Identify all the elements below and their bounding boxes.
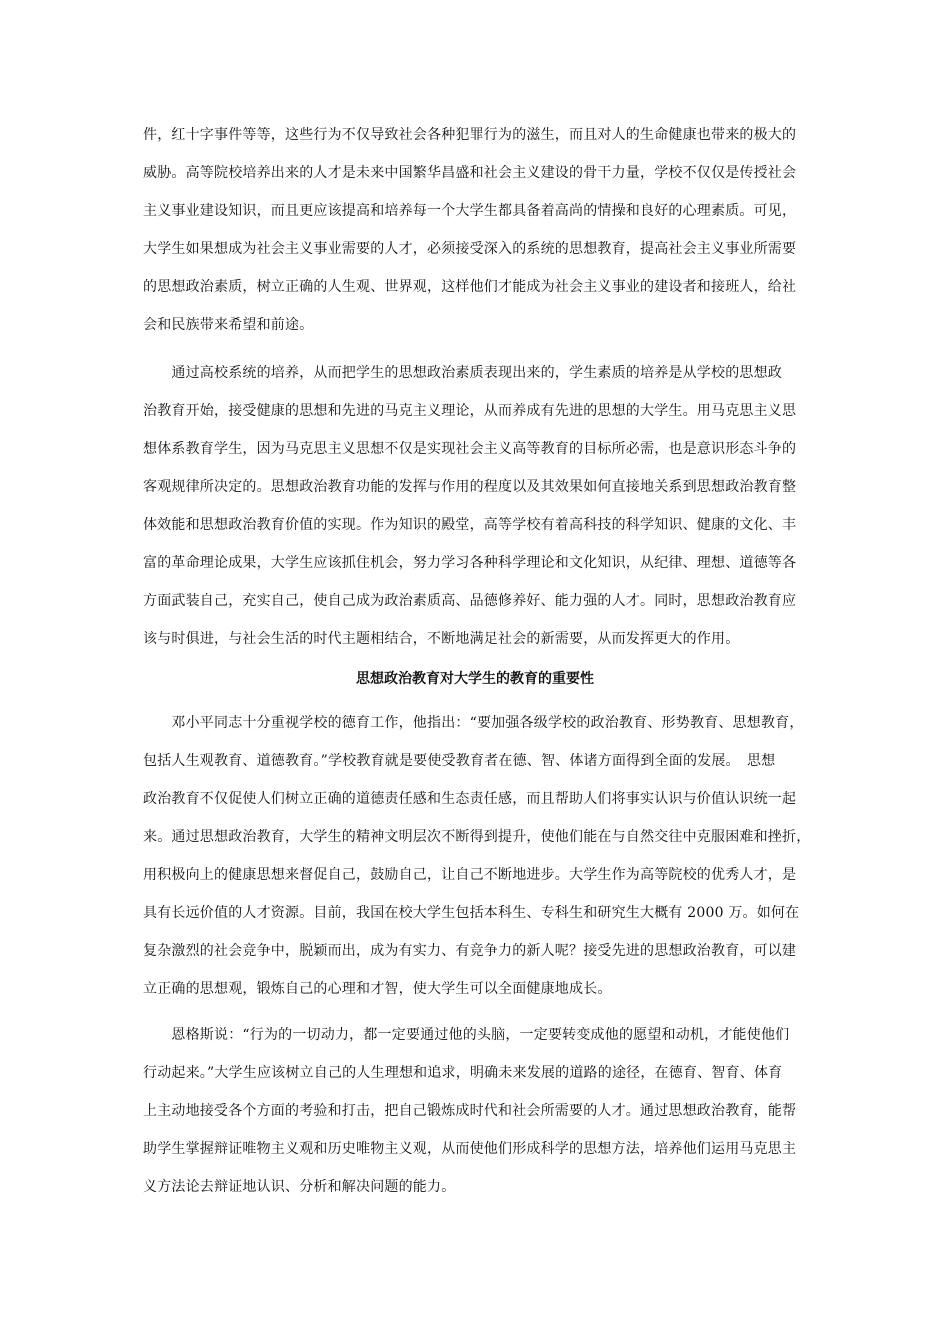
paragraph-line: 富的革命理论成果，大学生应该抓住机会，努力学习各种科学理论和文化知识，从纪律、理想、道德等各 [143,555,797,571]
paragraph-line: 复杂激烈的社会竞争中，脱颖而出，成为有实力、有竞争力的新人呢？接受先进的思想政治教育，可以建 [143,943,797,959]
paragraph-line: 客观规律所决定的。思想政治教育功能的发挥与作用的程度以及其效果如何直接地关系到思想政治教育整 [143,479,797,495]
paragraph-line: 政治教育不仅促使人们树立正确的道德责任感和生态责任感，而且帮助人们将事实认识与价值认识统一起 [143,791,797,807]
paragraph-line: 助学生掌握辩证唯物主义观和历史唯物主义观，从而使他们形成科学的思想方法，培养他们运用马克思主 [143,1141,797,1157]
paragraph-line: 威胁。高等院校培养出来的人才是未来中国繁华昌盛和社会主义建设的骨干力量，学校不仅仅是传授社会 [143,165,797,181]
paragraph-line: 上主动地接受各个方面的考验和打击，把自己锻炼成时代和社会所需要的人才。通过思想政治教育，能帮 [143,1103,797,1119]
paragraph-line: 方面武装自己，充实自己，使自己成为政治素质高、品德修养好、能力强的人才。同时，思想政治教育应 [143,593,797,609]
paragraph-line: 具有长远价值的人才资源。目前，我国在校大学生包括本科生、专科生和研究生大概有 2000 万。如何在 [143,905,800,921]
paragraph-line: 行动起来。”大学生应该树立自己的人生理想和追求，明确未来发展的道路的途径，在德育、智育、体育 [143,1065,783,1081]
section-heading: 思想政治教育对大学生的教育的重要性 [356,671,594,687]
paragraph-line: 义方法论去辩证地认识、分析和解决问题的能力。 [143,1179,456,1195]
paragraph-line: 体效能和思想政治教育价值的实现。作为知识的殿堂，高等学校有着高科技的科学知识、健康的文化、丰 [143,517,797,533]
paragraph-line: 用积极向上的健康思想来督促自己，鼓励自己，让自己不断地进步。大学生作为高等院校的优秀人才，是 [143,867,797,883]
paragraph-line: 邓小平同志十分重视学校的德育工作，他指出：“要加强各级学校的政治教育、形势教育、思想教育， [143,715,804,731]
paragraph-line: 的思想政治素质，树立正确的人生观、世界观，这样他们才能成为社会主义事业的建设者和接班人，给社 [143,279,797,295]
paragraph-line: 治教育开始，接受健康的思想和先进的马克主义理论，从而养成有先进的思想的大学生。用马克思主义思 [143,403,797,419]
paragraph-line: 该与时俱进，与社会生活的时代主题相结合，不断地满足社会的新需要，从而发挥更大的作用。 [143,631,740,647]
paragraph-line: 想体系教育学生，因为马克思主义思想不仅是实现社会主义高等教育的目标所必需，也是意识形态斗争的 [143,441,797,457]
paragraph-line: 会和民族带来希望和前途。 [143,317,314,333]
paragraph-line: 来。通过思想政治教育，大学生的精神文明层次不断得到提升，使他们能在与自然交往中克服困难和挫折， [143,829,811,845]
paragraph-line: 包括人生观教育、道德教育。”学校教育就是要使受教育者在德、智、体诸方面得到全面的发展。 思想 [143,753,776,769]
paragraph-line: 通过高校系统的培养，从而把学生的思想政治素质表现出来的，学生素质的培养是从学校的思想政 [143,365,782,381]
paragraph-line: 立正确的思想观，锻炼自己的心理和才智，使大学生可以全面健康地成长。 [143,981,612,997]
paragraph-line: 大学生如果想成为社会主义事业需要的人才，必须接受深入的系统的思想教育，提高社会主义事业所需要 [143,241,797,257]
paragraph-line: 件，红十字事件等等，这些行为不仅导致社会各种犯罪行为的滋生，而且对人的生命健康也带来的极大的 [143,127,797,143]
paragraph-line: 主义事业建设知识，而且更应该提高和培养每一个大学生都具备着高尚的情操和良好的心理素质。可见， [143,203,797,219]
paragraph-line: 恩格斯说：“行为的一切动力，都一定要通过他的头脑，一定要转变成他的愿望和动机，才能使他们 [143,1027,790,1043]
